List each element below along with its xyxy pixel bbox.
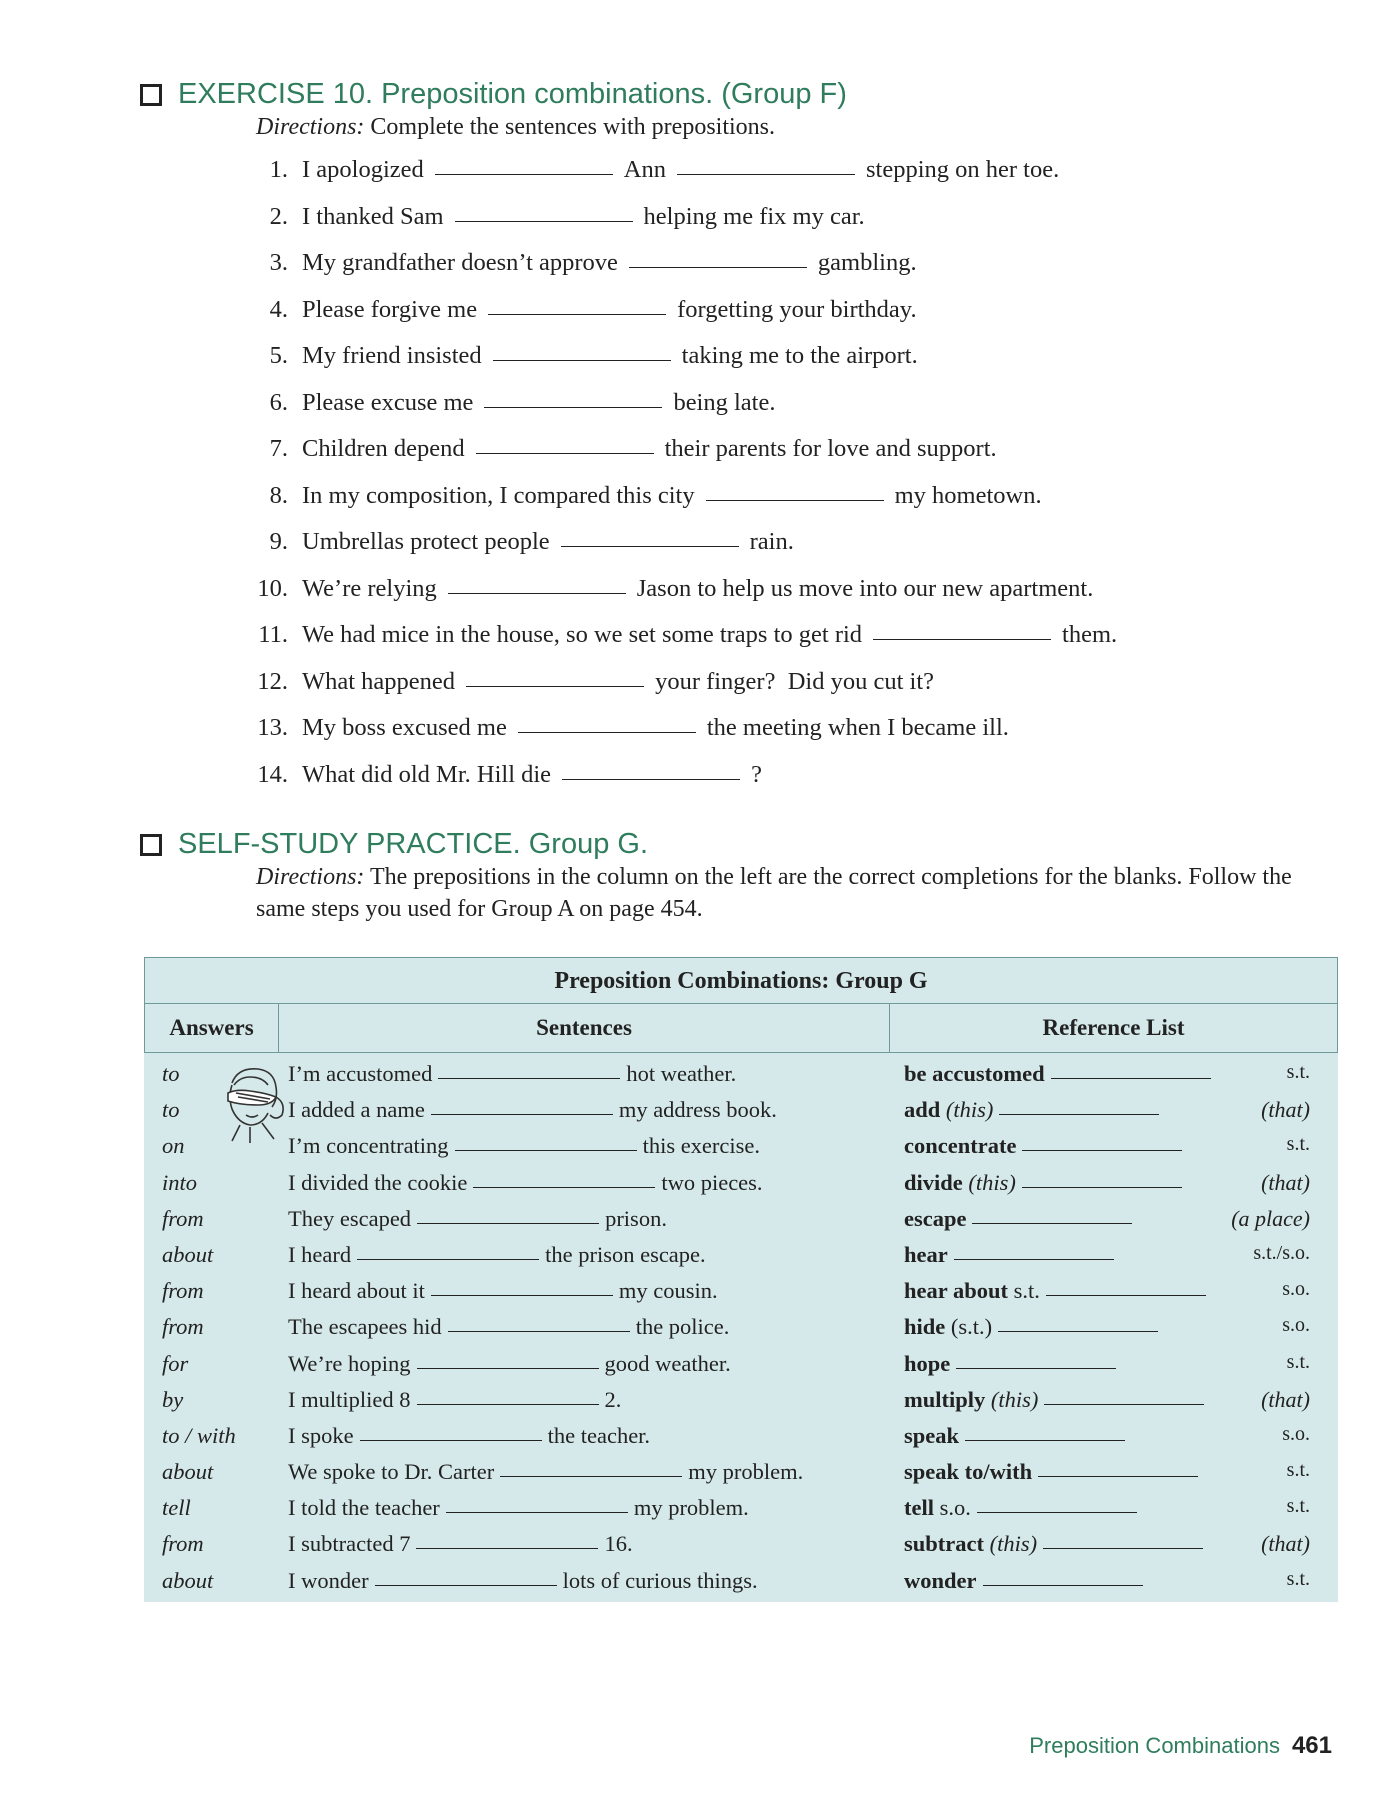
sentence-blank[interactable] [448,1330,630,1332]
table-rows [144,1057,1338,1600]
answer-cell: into [162,1169,198,1195]
answer-cell: from [162,1205,204,1231]
item-text: Children depend [302,435,465,462]
reference-word: hope [904,1350,951,1376]
item-number: 4. [269,295,288,323]
answer-cell: for [162,1350,189,1376]
sentence-start: I’m accustomed [288,1061,433,1086]
reference-blank[interactable] [999,1113,1159,1115]
reference-cell [904,1061,1324,1087]
table-row [144,1274,1338,1310]
item-number: 7. [269,435,288,462]
reference-word: be accustomed [904,1061,1045,1086]
item-text: my hometown. [894,481,1042,509]
directions-label: Directions: [256,864,365,890]
reference-complement: s.t./s.o. [1253,1241,1310,1264]
reference-complement: s.o. [1282,1278,1310,1301]
sentence-start: We’re hoping [288,1350,411,1376]
answer-cell: from [162,1314,204,1340]
page-footer [1029,1732,1332,1760]
sentence-end: 2. [604,1386,622,1412]
sentence-end: lots of curious things. [562,1567,758,1593]
reference-cell [904,1278,1324,1304]
reference-cell [904,1568,1324,1594]
answer-blank[interactable] [629,266,807,268]
item-text: Please excuse me [302,388,474,416]
answer-cell: on [162,1133,185,1159]
item-text: My boss excused me [302,714,507,741]
reference-word: hear about [904,1278,1008,1304]
answer-cell: tell [162,1495,191,1521]
exercise-10-title: EXERCISE 10. Preposition combinations. (Group F) [178,78,847,110]
reference-blank[interactable] [972,1222,1132,1224]
sentence-start: I added a name [288,1097,425,1123]
reference-cell [904,1387,1324,1413]
sentence-blank[interactable] [375,1584,557,1586]
table-row [144,1564,1338,1600]
reference-blank[interactable] [983,1584,1143,1586]
reference-word: divide [904,1169,963,1195]
answer-blank[interactable] [435,173,613,175]
item-text: ? [751,760,762,788]
table-row [144,1491,1338,1527]
sentence-cell [288,1242,706,1268]
item-text: forgetting your birthday. [677,295,917,323]
reference-cell [904,1133,1324,1159]
table-title: Preposition Combinations: Group G [144,957,1338,1004]
reference-cell [904,1495,1324,1521]
answer-blank[interactable] [455,220,633,222]
reference-word: wonder [904,1567,977,1593]
item-text: your finger? Did you cut it? [655,667,935,695]
reference-word: speak [904,1422,960,1448]
answer-blank[interactable] [562,778,740,780]
reference-blank[interactable] [977,1511,1137,1513]
item-text: being late. [673,388,776,416]
reference-complement: (that) [1261,1097,1310,1123]
exercise-item [236,668,1356,715]
item-number: 11. [258,621,288,648]
table-row [144,1347,1338,1383]
header-reference: Reference List [1042,1015,1185,1040]
item-text: gambling. [817,249,917,276]
answer-cell: to / with [162,1422,236,1448]
sentence-cell [288,1061,736,1087]
sentence-blank[interactable] [357,1258,539,1260]
sentence-blank[interactable] [360,1439,542,1441]
reference-cell [904,1351,1324,1377]
table-row [144,1527,1338,1563]
item-text: We had mice in the house, so we set some traps to get rid [302,621,863,648]
reference-object: s.t. [1013,1278,1040,1304]
reference-complement: s.t. [1286,1133,1310,1156]
reference-cell [904,1097,1324,1123]
answer-blank[interactable] [488,313,666,315]
sentence-end: this exercise. [642,1133,761,1159]
item-text: In my composition, I compared this city [302,481,695,509]
answer-cell: about [162,1567,214,1593]
exercise-item [236,342,1356,389]
reference-object: (this) [990,1386,1039,1412]
table-row [144,1057,1338,1093]
exercise-item [236,435,1356,482]
sentence-end: prison. [605,1205,667,1231]
reference-word: hear [904,1241,948,1267]
reference-complement: s.o. [1282,1422,1310,1445]
answer-blank[interactable] [476,452,654,454]
sentence-cell [288,1387,621,1413]
sentence-cell [288,1097,777,1123]
sentence-end: the teacher. [547,1422,651,1448]
self-study-directions [256,861,1316,925]
table-row [144,1093,1338,1129]
sentence-blank[interactable] [455,1149,637,1151]
exercise-item [236,203,1356,250]
table-row [144,1383,1338,1419]
reference-word: hide [904,1314,946,1340]
sentence-blank[interactable] [417,1367,599,1369]
item-number: 12. [257,667,288,695]
reference-word: concentrate [904,1133,1017,1159]
exercise-item [236,156,1356,203]
sentence-end: two pieces. [661,1169,763,1195]
reference-complement: (a place) [1231,1205,1310,1231]
exercise-checkbox[interactable] [140,84,162,106]
sentence-cell [288,1133,760,1159]
sentence-start: I divided the cookie [288,1169,468,1195]
table-row [144,1310,1338,1346]
item-text: rain. [749,528,794,555]
reference-blank[interactable] [1022,1149,1182,1151]
reference-blank[interactable] [956,1367,1116,1369]
sentence-end: the prison escape. [545,1241,706,1267]
sentence-start: I told the teacher [288,1495,440,1521]
item-text: What did old Mr. Hill die [302,760,552,788]
reference-blank[interactable] [1046,1294,1206,1296]
page-number: 461 [1291,1732,1332,1759]
sentence-end: my problem. [688,1459,804,1485]
sentence-cell [288,1206,667,1232]
item-text: Ann [623,156,666,183]
reference-object: (this) [968,1169,1016,1195]
table-row [144,1419,1338,1455]
header-answers: Answers [145,1004,279,1052]
item-number: 14. [257,760,288,788]
answer-blank[interactable] [677,173,855,175]
sentence-blank[interactable] [417,1222,599,1224]
item-text: stepping on her toe. [865,156,1060,183]
preposition-table [144,957,1338,1602]
sentence-start: I’m concentrating [288,1133,449,1159]
exercise-item [236,249,1356,296]
item-text: I apologized [302,156,424,183]
sentence-end: hot weather. [626,1061,737,1086]
reference-word: tell [904,1495,934,1521]
sentence-start: I spoke [288,1422,354,1448]
sentence-blank[interactable] [500,1475,682,1477]
reference-complement: s.t. [1286,1061,1310,1083]
answer-cell: about [162,1459,214,1485]
reference-complement: s.o. [1282,1314,1310,1337]
item-text: I thanked Sam [302,202,444,230]
sentence-cell [288,1423,650,1449]
item-text: Jason to help us move into our new apartment. [636,574,1094,602]
exercise-item [236,296,1356,343]
sentence-end: 16. [604,1531,633,1557]
answer-blank[interactable] [873,638,1051,640]
directions-text: Complete the sentences with prepositions. [364,114,776,140]
reference-word: speak to/with [904,1459,1033,1485]
item-text: the meeting when I became ill. [706,714,1009,741]
item-text: Umbrellas protect people [302,528,550,555]
sentence-start: The escapees hid [288,1314,442,1340]
sentence-start: I multiplied 8 [288,1386,411,1412]
reference-complement: s.t. [1286,1350,1310,1373]
exercise-item [236,528,1356,575]
directions-text: The prepositions in the column on the left are the correct completions for the blanks. Follow the same steps you used for Group A on page 454. [256,864,1292,922]
sentence-cell [288,1459,803,1485]
sentence-start: They escaped [288,1205,412,1231]
reference-blank[interactable] [1043,1547,1203,1549]
sentence-cell [288,1278,718,1304]
reference-object: (this) [945,1097,994,1123]
item-number: 3. [269,249,288,276]
table-row [144,1202,1338,1238]
answer-cell: about [162,1241,214,1267]
answer-cell: by [162,1386,184,1412]
sentence-blank[interactable] [438,1077,620,1079]
exercise-item [236,714,1356,761]
reference-blank[interactable] [965,1439,1125,1441]
sentence-cell [288,1568,758,1594]
exercise-item [236,761,1356,808]
sentence-blank[interactable] [446,1511,628,1513]
reference-complement: (that) [1261,1531,1310,1557]
sentence-end: good weather. [604,1350,731,1376]
sentence-end: the police. [635,1314,730,1340]
reference-complement: s.t. [1286,1495,1310,1518]
reference-cell [904,1242,1324,1268]
item-number: 6. [269,388,288,416]
sentence-end: my address book. [618,1097,777,1123]
reference-word: subtract [904,1531,984,1557]
table-row [144,1455,1338,1491]
answer-cell: to [162,1061,180,1086]
sentence-start: I heard about it [288,1278,425,1304]
item-text: Please forgive me [302,295,478,323]
reference-cell [904,1170,1324,1196]
sentence-blank[interactable] [431,1113,613,1115]
item-text: their parents for love and support. [664,435,997,462]
answer-cell: to [162,1097,180,1123]
item-number: 10. [257,574,288,602]
item-text: My friend insisted [302,342,482,369]
reference-cell [904,1206,1324,1232]
table-row [144,1129,1338,1165]
self-study-title: SELF-STUDY PRACTICE. Group G. [178,828,649,860]
item-text: My grandfather doesn’t approve [302,249,618,276]
item-number: 1. [269,156,288,183]
reference-blank[interactable] [1022,1186,1182,1188]
sentence-start: We spoke to Dr. Carter [288,1459,495,1485]
sentence-start: I heard [288,1241,352,1267]
reference-object: (s.t.) [950,1314,993,1340]
reference-word: escape [904,1205,967,1231]
exercise-item [236,575,1356,622]
sentence-blank[interactable] [431,1294,613,1296]
sentence-blank[interactable] [416,1547,598,1549]
footer-label: Preposition Combinations [1029,1733,1280,1758]
directions-label: Directions: [256,114,365,140]
item-number: 2. [269,202,288,230]
table-header [144,1003,1338,1053]
table-row [144,1166,1338,1202]
sentence-end: my problem. [633,1495,749,1521]
answer-blank[interactable] [484,406,662,408]
reference-cell [904,1459,1324,1485]
sentence-cell [288,1531,633,1557]
reference-complement: (that) [1261,1169,1310,1195]
self-study-heading [140,828,648,861]
table-row [144,1238,1338,1274]
sentence-blank[interactable] [473,1186,655,1188]
answer-blank[interactable] [448,592,626,594]
reference-blank[interactable] [1044,1403,1204,1405]
answer-cell: from [162,1278,204,1304]
reference-object: s.o. [939,1495,971,1521]
reference-blank[interactable] [1038,1475,1198,1477]
answer-cell: from [162,1531,204,1557]
self-study-checkbox[interactable] [140,834,162,856]
item-text: helping me fix my car. [643,202,865,230]
item-text: What happened [302,667,456,695]
reference-blank[interactable] [1051,1077,1211,1079]
exercise-10-list [236,156,1356,807]
reference-cell [904,1531,1324,1557]
answer-blank[interactable] [706,499,884,501]
item-text: taking me to the airport. [681,342,918,369]
exercise-item [236,389,1356,436]
exercise-item [236,482,1356,529]
sentence-end: my cousin. [618,1278,718,1304]
reference-complement: s.t. [1286,1567,1310,1590]
item-number: 5. [269,342,288,369]
item-number: 9. [269,528,288,555]
answer-blank[interactable] [561,545,739,547]
item-text: We’re relying [302,574,437,602]
item-text: them. [1062,621,1118,648]
reference-cell [904,1423,1324,1449]
sentence-cell [288,1314,729,1340]
answer-blank[interactable] [518,731,696,733]
reference-word: multiply [904,1386,986,1412]
reference-object: (this) [989,1531,1038,1557]
item-number: 13. [257,714,288,741]
sentence-cell [288,1170,763,1196]
reference-blank[interactable] [998,1330,1158,1332]
reference-blank[interactable] [954,1258,1114,1260]
reference-cell [904,1314,1324,1340]
sentence-cell [288,1351,731,1377]
answer-blank[interactable] [493,359,671,361]
exercise-10-directions [256,111,1316,143]
reference-complement: s.t. [1286,1459,1310,1482]
header-sentences: Sentences [279,1004,890,1052]
sentence-start: I subtracted 7 [288,1531,411,1557]
reference-word: add [904,1097,941,1123]
sentence-start: I wonder [288,1567,369,1593]
reference-complement: (that) [1261,1386,1310,1412]
sentence-cell [288,1495,749,1521]
exercise-10-heading [140,78,847,111]
answer-blank[interactable] [466,685,644,687]
exercise-item [236,621,1356,668]
item-number: 8. [269,481,288,509]
sentence-blank[interactable] [417,1403,599,1405]
